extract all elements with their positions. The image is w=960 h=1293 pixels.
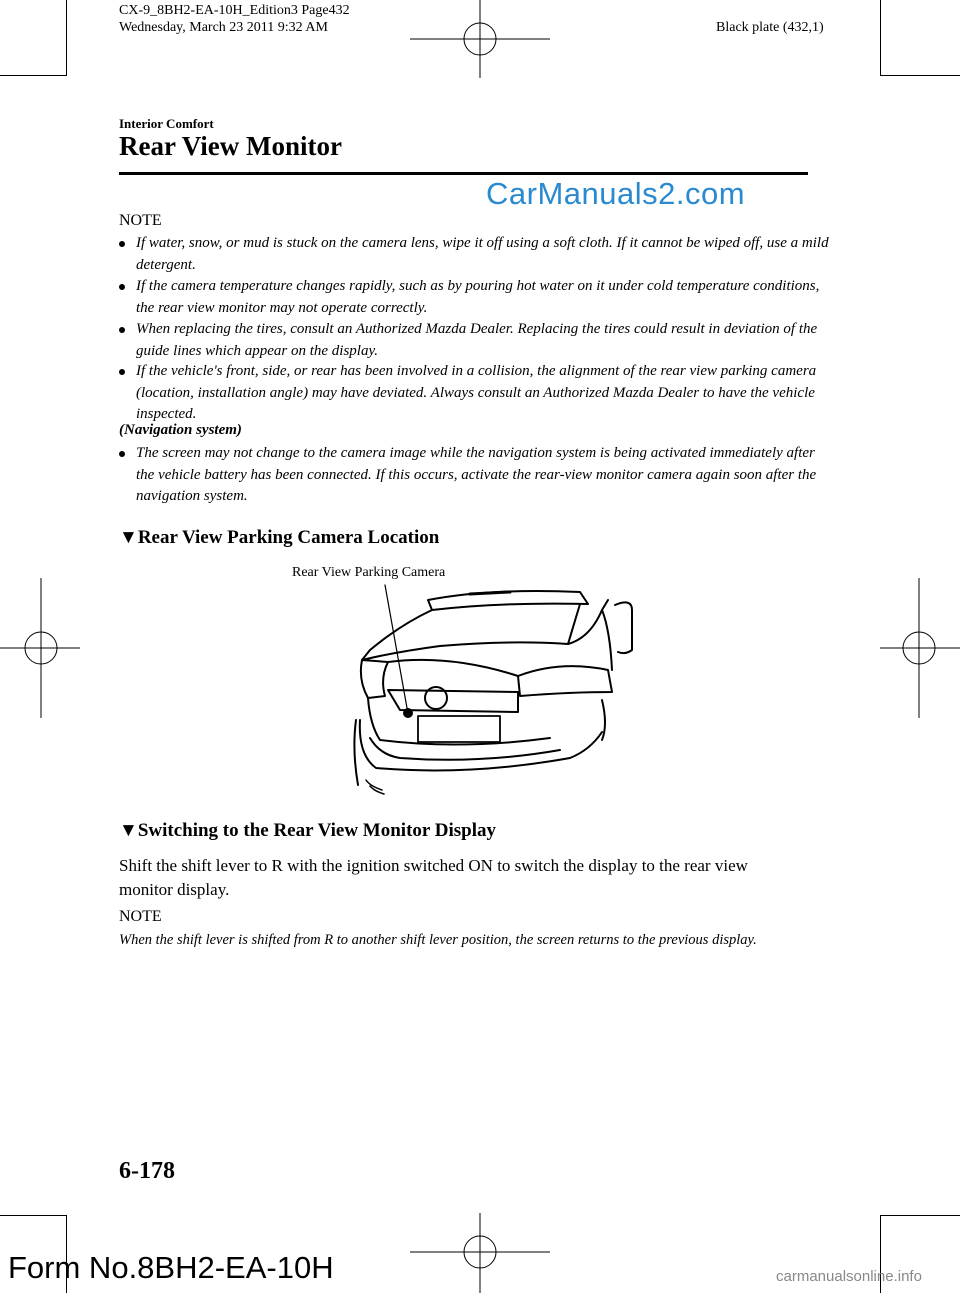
note-bullet [136, 361, 836, 426]
location-heading-text: Rear View Parking Camera Location [137, 527, 440, 548]
rear-camera-illustration [340, 580, 640, 798]
bullet-dot [119, 241, 125, 247]
switching-heading [119, 820, 496, 842]
triangle-icon: ▼ [119, 527, 138, 548]
navigation-system-heading: (Navigation system) [119, 422, 242, 438]
crop-mark [880, 1215, 960, 1216]
title-rule [119, 172, 808, 175]
page-number: 6-178 [119, 1158, 175, 1184]
registration-mark-left [0, 578, 80, 718]
bullet-dot [119, 327, 125, 333]
note-bullet [136, 443, 836, 508]
figure-callout-label: Rear View Parking Camera [292, 565, 446, 580]
registration-mark-bottom [410, 1213, 550, 1293]
note-bullet-text: The screen may not change to the camera image while the navigation system is being activated immediately after the vehicle battery has been connected. If this occurs, activate the rear-view monitor camera again soon after the navigation system. [136, 445, 817, 504]
page-title: Rear View Monitor [119, 131, 342, 161]
crop-mark [66, 0, 67, 76]
crop-mark [0, 1215, 66, 1216]
triangle-icon: ▼ [119, 820, 138, 841]
plate-info: Black plate (432,1) [716, 20, 824, 35]
site-watermark: carmanualsonline.info [776, 1268, 922, 1285]
note-bullet-text: When replacing the tires, consult an Authorized Mazda Dealer. Replacing the tires could result in deviation of the guide lines which appear on the display. [136, 321, 818, 359]
note-bullet-text: If the camera temperature changes rapidly, such as by pouring hot water on it under cold temperature conditions, the rear view monitor may not operate correctly. [136, 278, 820, 316]
note-bullet-text: If water, snow, or mud is stuck on the camera lens, wipe it off using a soft cloth. If it cannot be wiped off, use a mild detergent. [136, 235, 829, 273]
note-bullet-text: If the vehicle's front, side, or rear has been involved in a collision, the alignment of the rear view parking camera (location, installation angle) may have deviated. Always consult an Authorized Mazda Dealer to have the vehicle inspected. [136, 363, 817, 422]
watermark: CarManuals2.com [486, 176, 746, 211]
switching-body: Shift the shift lever to R with the ignition switched ON to switch the display to the rear view monitor display. [119, 856, 748, 899]
switching-note-text: When the shift lever is shifted from R to another shift lever position, the screen returns to the previous display. [119, 932, 757, 948]
switching-heading-text: Switching to the Rear View Monitor Display [137, 820, 496, 841]
note-label-2: NOTE [119, 908, 162, 925]
bullet-dot [119, 369, 125, 375]
print-date-line: Wednesday, March 23 2011 9:32 AM [119, 20, 328, 35]
print-file-line: CX-9_8BH2-EA-10H_Edition3 Page432 [119, 3, 350, 18]
location-heading [119, 527, 439, 549]
crop-mark [880, 75, 960, 76]
bullet-dot [119, 451, 125, 457]
crop-mark [880, 0, 881, 76]
note-bullet [136, 276, 836, 319]
registration-mark-top [410, 0, 550, 80]
section-label: Interior Comfort [119, 116, 214, 131]
note-bullet [136, 233, 836, 276]
crop-mark [0, 75, 66, 76]
note-bullet [136, 319, 836, 362]
registration-mark-right [880, 578, 960, 718]
form-number: Form No.8BH2-EA-10H [8, 1250, 334, 1285]
bullet-dot [119, 284, 125, 290]
note-label: NOTE [119, 212, 162, 229]
